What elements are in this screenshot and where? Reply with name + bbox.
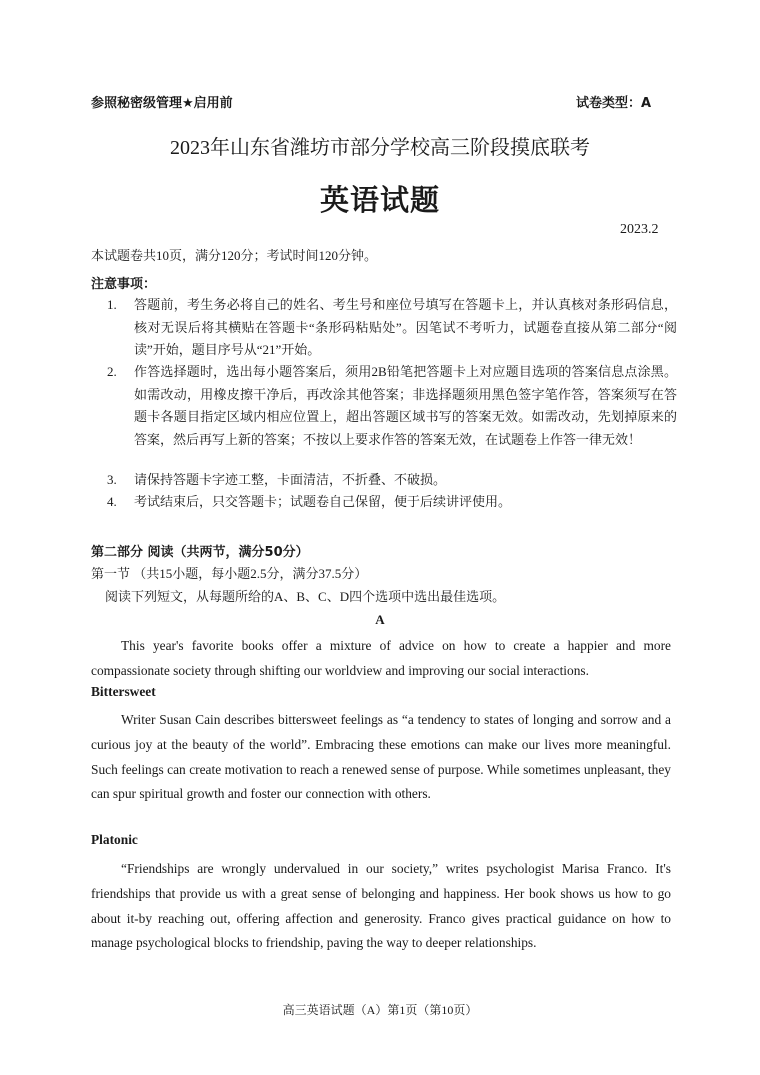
section-subheading: 第一节 （共15小题，每小题2.5分，满分37.5分） <box>91 566 368 581</box>
subject-title: 英语试题 <box>319 183 440 217</box>
passage-section-heading: Bittersweet <box>91 684 156 699</box>
notice-item <box>107 469 677 492</box>
passage-letter: A <box>375 612 385 627</box>
notice-item <box>107 294 677 362</box>
notice-item <box>107 491 677 514</box>
notice-heading: 注意事项： <box>91 277 157 292</box>
section-heading: 第二部分 阅读（共两节，满分50分） <box>91 545 309 560</box>
passage-intro: This year's favorite books offer a mixture of advice on how to create a happier and more compassionate society through shifting our worldview and improving our social interactions. <box>91 638 671 678</box>
notice-item-text: 考试结束后，只交答题卡；试题卷自己保留，便于后续讲评使用。 <box>134 494 512 509</box>
passage-section-text: “Friendships are wrongly undervalued in our society,” writes psychologist Marisa Franco. It's friendships that provide us with a great sense of belonging and happiness. Her book shows us how to go about it-by reaching out, offering affection and generosity. Franco gives practical guidance on how to manage psychological blocks to friendship, paving the way to deeper relationships. <box>91 861 671 951</box>
exam-date: 2023.2 <box>620 222 659 237</box>
notice-item-text: 答题前，考生务必将自己的姓名、考生号和座位号填写在答题卡上，并认真核对条形码信息，核对无误后将其横贴在答题卡“条形码粘贴处”。因笔试不考听力，试题卷直接从第二部分“阅读”开始，题目序号从“21”开始。 <box>134 297 677 357</box>
notice-item-number: 2. <box>107 364 117 379</box>
page-footer: 高三英语试题（A）第1页（第10页） <box>282 1003 478 1017</box>
passage-section-text: Writer Susan Cain describes bittersweet feelings as “a tendency to states of longing and sorrow and a curious joy at the beauty of the world”. Embracing these emotions can make our lives more meaningful. Such feelings can create motivation to reach a renewed sense of purpose. While sometimes unpleasant, they can spur spiritual growth and foster our connection with others. <box>91 712 671 802</box>
exam-intro: 本试题卷共10页，满分120分；考试时间120分钟。 <box>91 248 378 263</box>
notice-item-text: 请保持答题卡字迹工整，卡面清洁，不折叠、不破损。 <box>134 472 447 487</box>
notice-item-number: 1. <box>107 297 117 312</box>
exam-title: 2023年山东省潍坊市部分学校高三阶段摸底联考 <box>170 137 590 159</box>
passage-section-heading: Platonic <box>91 832 138 847</box>
notice-item-number: 3. <box>107 472 117 487</box>
section-instruction: 阅读下列短文，从每题所给的A、B、C、D四个选项中选出最佳选项。 <box>105 589 506 604</box>
notice-item-number: 4. <box>107 494 117 509</box>
secrecy-label: 参照秘密级管理★启用前 <box>91 96 233 111</box>
paper-type-label: 试卷类型：A <box>576 96 652 111</box>
notice-item <box>107 361 677 451</box>
notice-item-text: 作答选择题时，选出每小题答案后，须用2B铅笔把答题卡上对应题目选项的答案信息点涂黑。如需改动，用橡皮擦干净后，再改涂其他答案；非选择题须用黑色签字笔作答，答案须写在答题卡各题目指定区域内相应位置上，超出答题区域书写的答案无效。如需改动，先划掉原来的答案，然后再写上新的答案；不按以上要求作答的答案无效，在试题卷上作答一律无效！ <box>134 364 677 447</box>
